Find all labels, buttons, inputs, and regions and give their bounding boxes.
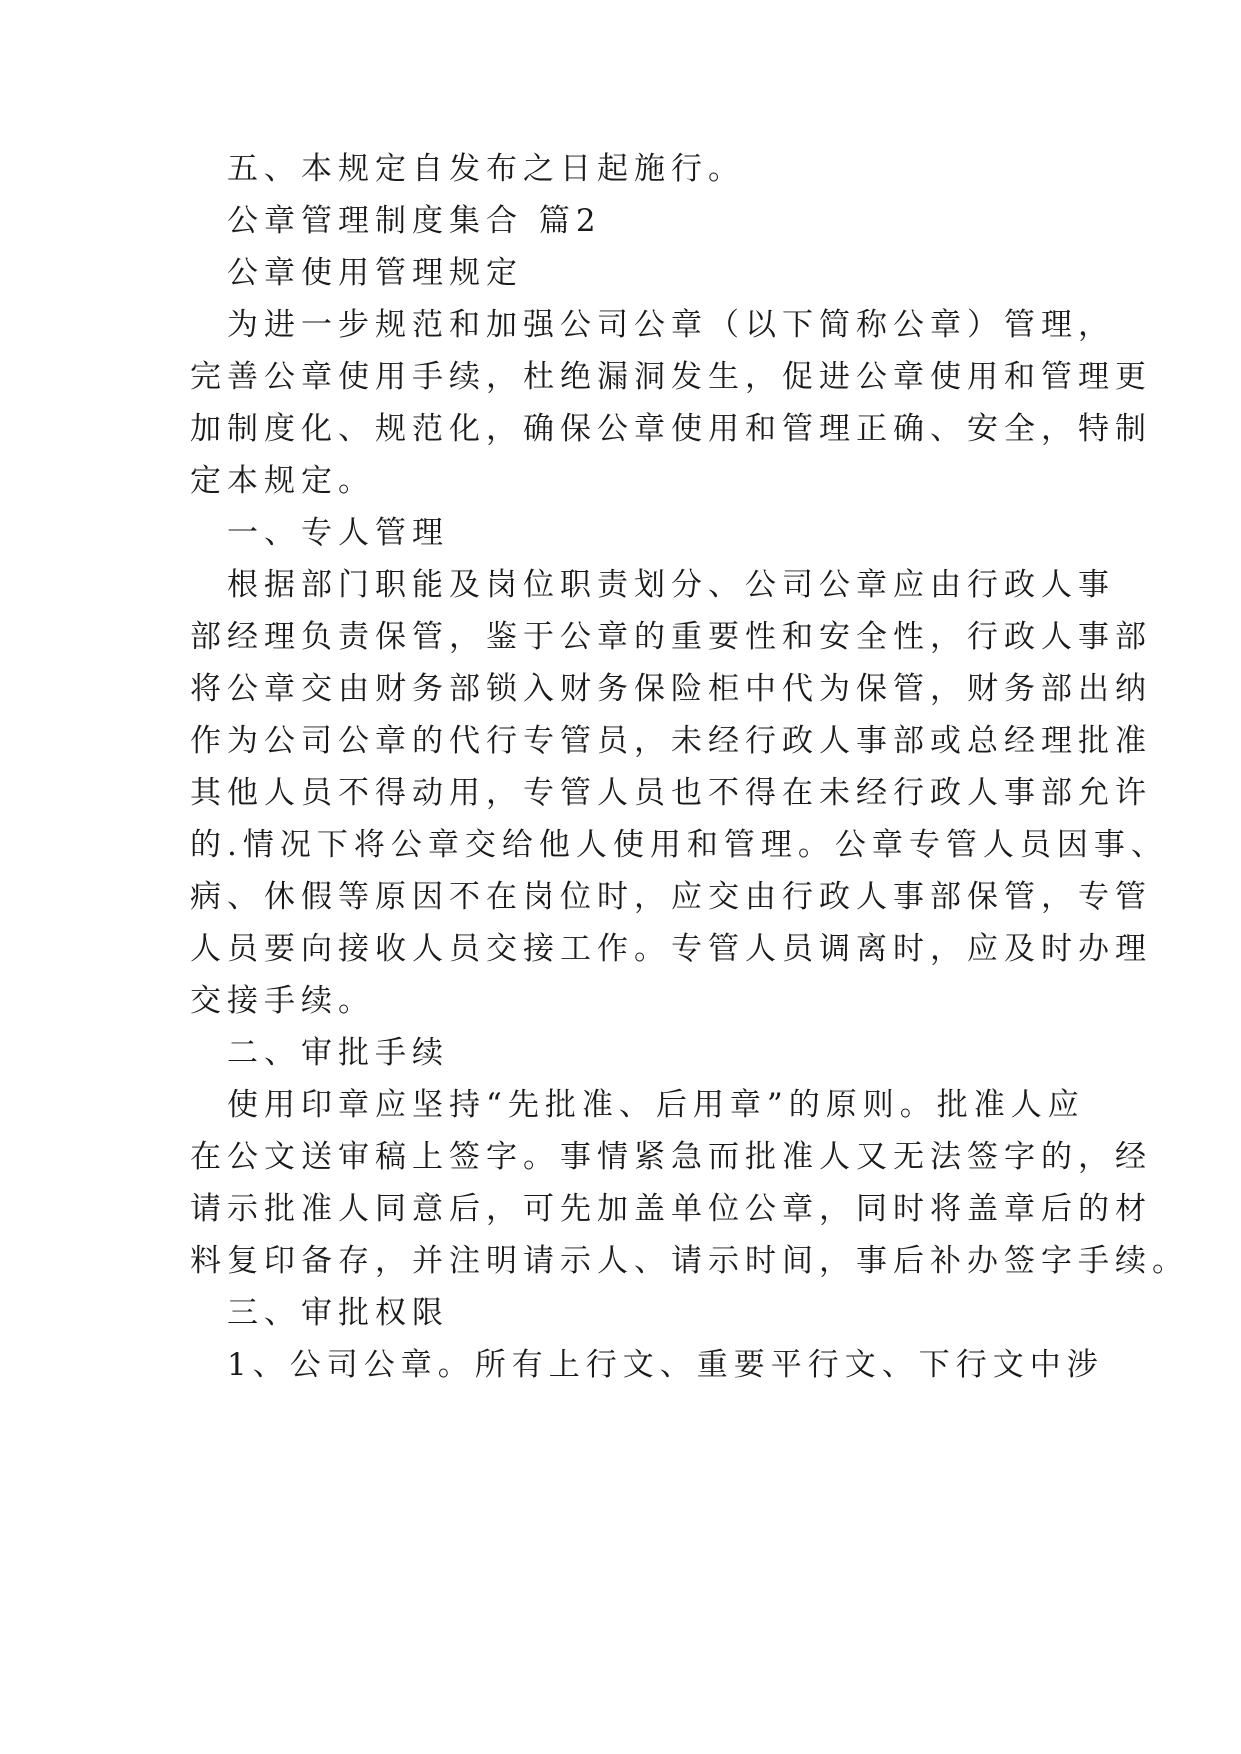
text-line: 二、审批手续 xyxy=(190,1035,449,1071)
text-line: 1、公司公章。所有上行文、重要平行文、下行文中涉 xyxy=(190,1347,1104,1383)
text-line: 交接手续。 xyxy=(190,983,375,1019)
text-line: 三、审批权限 xyxy=(190,1295,449,1331)
text-line: 料复印备存，并注明请示人、请示时间，事后补办签字手续。 xyxy=(190,1243,1189,1279)
text-line: 病、休假等原因不在岗位时，应交由行政人事部保管，专管 xyxy=(190,879,1152,915)
text-line: 定本规定。 xyxy=(190,463,375,499)
text-line: 五、本规定自发布之日起施行。 xyxy=(190,151,745,187)
text-line: 完善公章使用手续，杜绝漏洞发生，促进公章使用和管理更 xyxy=(190,359,1152,395)
text-line: 将公章交由财务部锁入财务保险柜中代为保管，财务部出纳 xyxy=(190,671,1152,707)
text-line: 一、专人管理 xyxy=(190,515,449,551)
text-line: 的.情况下将公章交给他人使用和管理。公章专管人员因事、 xyxy=(190,827,1168,863)
text-line: 根据部门职能及岗位职责划分、公司公章应由行政人事 xyxy=(190,567,1115,603)
text-line: 人员要向接收人员交接工作。专管人员调离时，应及时办理 xyxy=(190,931,1152,967)
text-line: 部经理负责保管，鉴于公章的重要性和安全性，行政人事部 xyxy=(190,619,1152,655)
text-line: 其他人员不得动用，专管人员也不得在未经行政人事部允许 xyxy=(190,775,1152,811)
text-line: 在公文送审稿上签字。事情紧急而批准人又无法签字的，经 xyxy=(190,1139,1152,1175)
text-line: 作为公司公章的代行专管员，未经行政人事部或总经理批准 xyxy=(190,723,1152,759)
text-line: 公章使用管理规定 xyxy=(190,255,523,291)
text-line: 为进一步规范和加强公司公章（以下简称公章）管理， xyxy=(190,307,1115,343)
text-line: 加制度化、规范化，确保公章使用和管理正确、安全，特制 xyxy=(190,411,1152,447)
text-line: 使用印章应坚持“先批准、后用章”的原则。批准人应 xyxy=(190,1087,1085,1123)
text-line: 请示批准人同意后，可先加盖单位公章，同时将盖章后的材 xyxy=(190,1191,1152,1227)
text-line: 公章管理制度集合 篇2 xyxy=(190,203,602,239)
